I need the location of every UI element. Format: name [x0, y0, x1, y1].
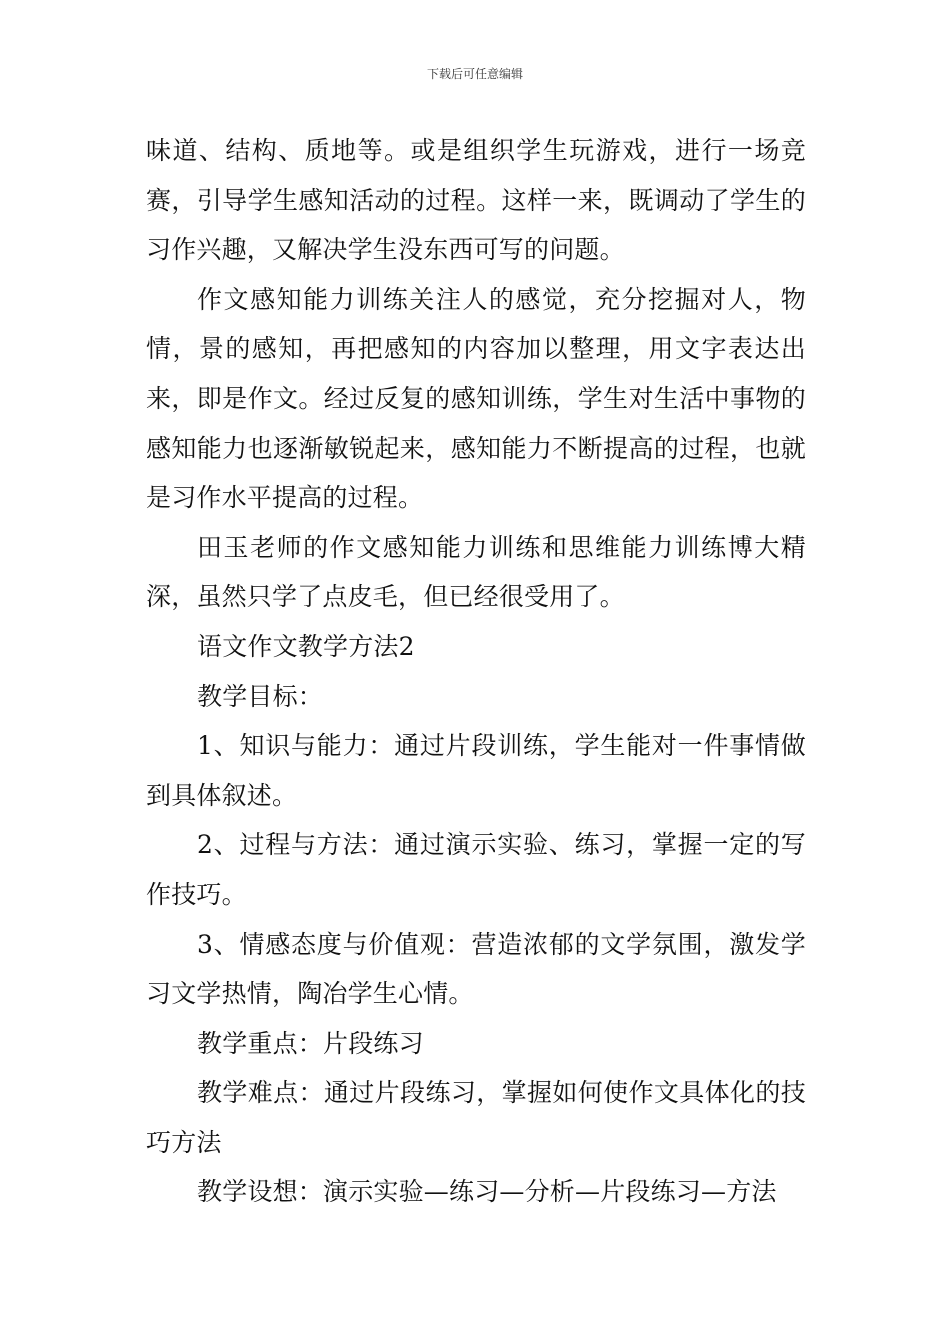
- objective-item-2: 2、过程与方法：通过演示实验、练习，掌握一定的写作技巧。: [146, 830, 806, 909]
- document-body: [146, 126, 806, 1217]
- teaching-difficulty: 教学难点：通过片段练习，掌握如何使作文具体化的技巧方法: [146, 1078, 806, 1157]
- teaching-objectives-heading: 教学目标：: [197, 681, 324, 711]
- objective-item-1: 1、知识与能力：通过片段训练，学生能对一件事情做到具体叙述。: [146, 731, 806, 810]
- section-title: 语文作文教学方法2: [197, 631, 415, 661]
- page-header-note: 下载后可任意编辑: [426, 67, 523, 81]
- paragraph-teacher-tian: 田玉老师的作文感知能力训练和思维能力训练博大精深，虽然只学了点皮毛，但已经很受用了。: [146, 532, 806, 612]
- objective-item-3: 3、情感态度与价值观：营造浓郁的文学氛围，激发学习文学热情，陶冶学生心情。: [146, 929, 806, 1009]
- paragraph-continuation: 味道、结构、质地等。或是组织学生玩游戏，进行一场竞赛，引导学生感知活动的过程。这样一来，既调动了学生的习作兴趣，又解决学生没东西可写的问题。: [146, 136, 806, 265]
- paragraph-perception-training: 作文感知能力训练关注人的感觉，充分挖掘对人，物情，景的感知，再把感知的内容加以整理，用文字表达出来，即是作文。经过反复的感知训练，学生对生活中事物的感知能力也逐渐敏锐起来，感知能力不断提高的过程，也就是习作水平提高的过程。: [146, 284, 806, 513]
- teaching-plan: 教学设想：演示实验—练习—分析—片段练习—方法: [197, 1177, 777, 1207]
- teaching-focus: 教学重点：片段练习: [197, 1028, 424, 1058]
